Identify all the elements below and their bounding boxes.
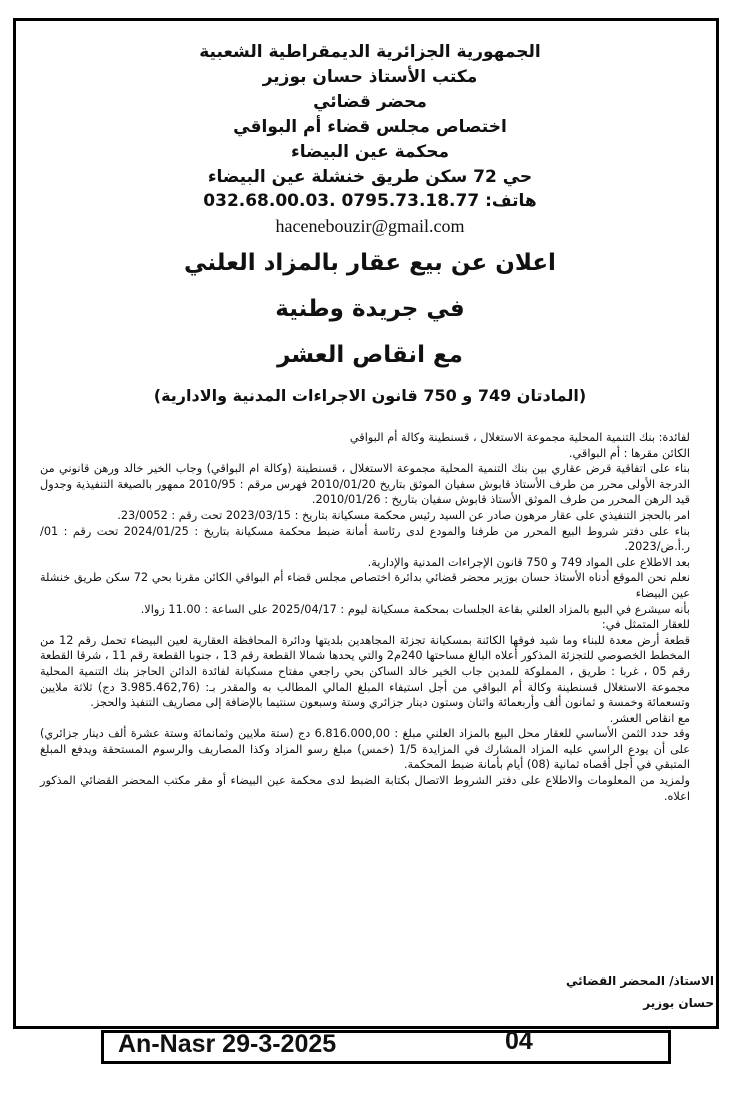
body-paragraph: بناء على اتفاقية قرض عقاري بين بنك التنمية المحلية مجموعة الاستغلال ، قسنطينة (وكالة ام البواقي) وجاب الخير خالد ورهن قانوني من الدرجة الأولى محرر من طرف الأستاذ قابوش سفيان الموثق بتاريخ 2010/01/20 فهرس مرقم : 2010/95 ممهور بالصيغة التنفيذية وجدول قيد الرهن المحرر من طرف الموثق الأستاذ قابوش سفيان بتاريخ : 2010/01/26. [40, 462, 690, 507]
legal-articles: (المادتان 749 و 750 قانون الاجراءات المدنية والادارية) [153, 386, 587, 405]
body-paragraph: قطعة أرض معدة للبناء وما شيد فوقها الكائنة بمسكيانة تجزئة المجاهدين بلديتها ودائرة المحافظة العقارية لعين البيضاء تحمل رقم 12 من المخطط الخصوصي للتجزئة المذكور أعلاه البالغ مساحتها 240م2 والتي يحدها شمالا القطعة رقم 13 ، جنوبا القطعة رقم 11 ، شرقا القطعة رقم 05 ، غربا : طريق ، المملوكة للمدين جاب الخير خالد الساكن بحي راجعي مفتاح مسكيانة لفائدة الدائن الحاجز بنك التنمية المحلية مجموعة الاستغلال قسنطينة وكالة أم البواقي من أجل استيفاء المبلغ المالي المطالب به والمقدر بـ: (3.985.462,76 دج) ثلاثة ملايين وتسعمائة وخمسة و ثمانون ألف وأربعمائة واثنان وستون دينار جزائري وستة وسبعون سنتيما بالإضافة إلى مصاريف التنفيذ والحجز. [40, 633, 690, 710]
republic-header: الجمهورية الجزائرية الديمقراطية الشعبية [199, 42, 541, 62]
signature-title: الاستاذ/ المحضر القضائي [566, 974, 714, 988]
newspaper-subtitle: في جريدة وطنية [275, 296, 465, 322]
notice-body [40, 430, 690, 804]
address: حي 72 سكن طريق خنشلة عين البيضاء [207, 167, 533, 187]
phone: هاتف: 0795.73.18.77 .032.68.00.03 [203, 191, 537, 211]
body-paragraph: بعد الاطلاع على المواد 749 و 750 قانون الإجراءات المدنية والإدارية. [367, 555, 690, 569]
office-name: مكتب الأستاذ حسان بوزير [262, 67, 478, 87]
body-paragraph: وقد حدد الثمن الأساسي للعقار محل البيع بالمزاد العلني مبلغ : 6.816.000,00 دج (ستة ملايين وثمانمائة وستة عشرة ألف دينار جزائري) على أن يودع الراسي عليه المزاد المشارك في المزايدة 1/5 (خمس) مبلغ رسو المزاد وكذا المصاريف والرسوم المستحقة ويدفع المبلغ المتبقي في أجل أقصاه ثمانية (08) أيام بأمانة ضبط المحكمة. [40, 727, 690, 772]
body-paragraph: امر بالحجز التنفيذي على عقار مرهون صادر عن السيد رئيس محكمة مسكيانة بتاريخ : 2023/03/15 تحت رقم : 23/0052. [117, 508, 690, 522]
body-paragraph: لفائدة: بنك التنمية المحلية مجموعة الاستغلال ، قسنطينة وكالة أم البواقي [349, 431, 690, 444]
body-paragraph: للعقار المتمثل في: [601, 618, 690, 632]
body-paragraph: بأنه سيشرع في البيع بالمزاد العلني بقاعة الجلسات بمحكمة مسكيانة ليوم : 2025/04/17 على الساعة : 11.00 زوالا. [140, 602, 690, 616]
newspaper-date: An-Nasr 29-3-2025 [118, 1030, 337, 1058]
body-paragraph: نعلم نحن الموقع أدناه الأستاذ حسان بوزير محضر قضائي بدائرة اختصاص مجلس قضاء أم البواقي الكائن مقرنا بحي 72 سكن طريق خنشلة عين البيضاء [40, 571, 690, 600]
body-paragraph: ولمزيد من المعلومات والاطلاع على دفتر الشروط الاتصال بكتابة الضبط لدى محكمة عين البيضاء أو مقر مكتب المحضر القضائي المذكور اعلاه. [40, 774, 690, 803]
jurisdiction: اختصاص مجلس قضاء أم البواقي [233, 117, 507, 137]
profession: محضر قضائي [313, 92, 427, 112]
body-paragraph: الكائن مقرها : أم البواقي. [568, 446, 690, 460]
court-name: محكمة عين البيضاء [291, 142, 449, 162]
tenth-reduction-subtitle: مع انقاص العشر [277, 342, 463, 368]
page-number: 04 [505, 1027, 533, 1055]
signature-name: حسان بوزير [643, 996, 714, 1010]
body-paragraph: بناء على دفتر شروط البيع المحرر من طرفنا والمودع لدى رئاسة أمانة ضبط محكمة مسكيانة بتاريخ : 2024/01/25 تحت رقم : 01/ر.أ.ض/2023. [40, 524, 690, 554]
email: hacenebouzir@gmail.com [275, 216, 465, 236]
body-paragraph: مع انقاص العشر. [609, 711, 690, 725]
notice-title: اعلان عن بيع عقار بالمزاد العلني [184, 250, 556, 276]
